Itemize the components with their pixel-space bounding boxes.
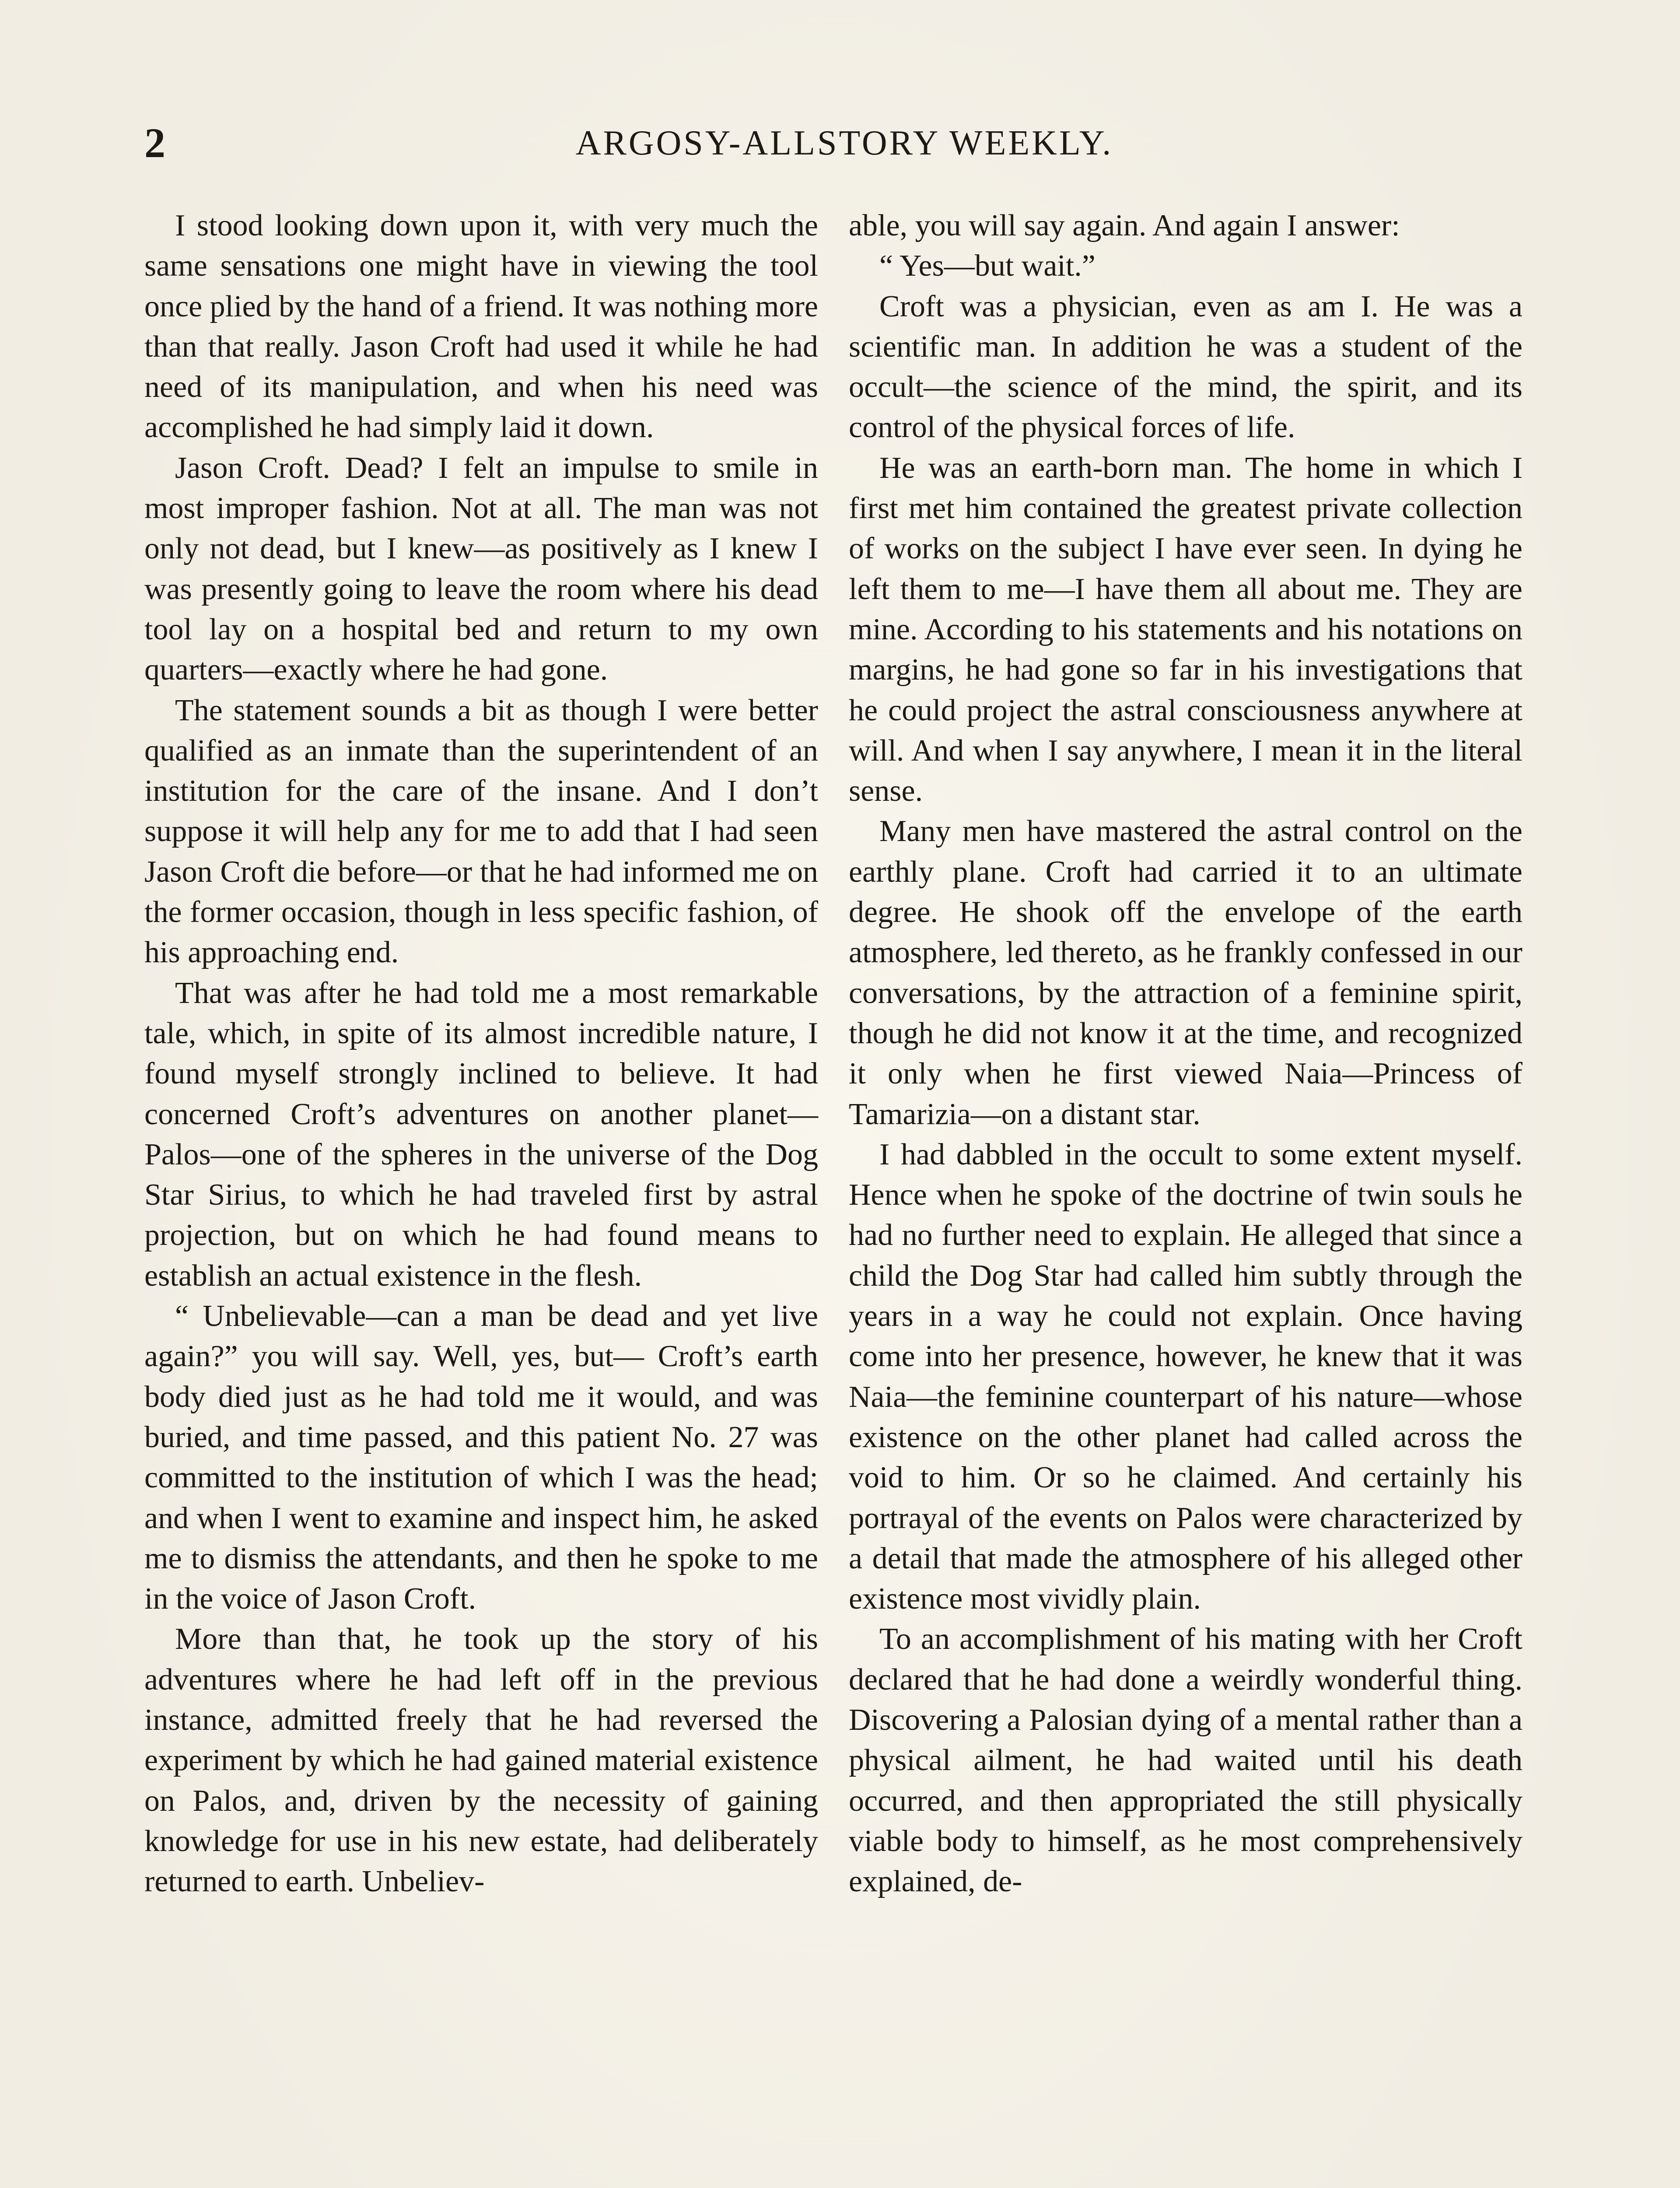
paragraph: I stood looking down upon it, with very much the same sensations one might have in viewing the tool once plied by the hand of a friend. It was nothing more than that really. Jason Croft had used it while he had need of its manipulation, and when his need was accomplished he had simply laid it down.: [144, 209, 818, 445]
paragraph: He was an earth-born man. The home in which I first met him contained the greatest private collection of works on the subject I have ever seen. In dying he left them to me—I have them all about me. They are mine. According to his statements and his notations on margins, he had gone so far in his investigations that he could project the astral consciousness anywhere at will. And when I say anywhere, I mean it in the literal sense.: [849, 451, 1522, 808]
paragraph: To an accomplishment of his mating with her Croft declared that he had done a weirdly wonderful thing. Discovering a Palosian dying of a mental rather than a physical ailment, he had waited until his death occurred, and then appropriated the still physically viable body to himself, as he most comprehensively explained, de-: [849, 1622, 1522, 1899]
paragraph: “ Yes—but wait.”: [879, 249, 1096, 283]
left-column: [144, 206, 818, 1902]
paragraph: Croft was a physician, even as am I. He was a scientific man. In addition he was a student of the occult—the science of the mind, the spirit, and its control of the physical forces of life.: [849, 289, 1522, 445]
paragraph: Jason Croft. Dead? I felt an impulse to smile in most improper fashion. Not at all. The man was not only not dead, but I knew—as positively as I knew I was presently going to leave the room where his dead tool lay on a hospital bed and return to my own quarters—exactly where he had gone.: [144, 451, 818, 687]
running-head: ARGOSY-ALLSTORY WEEKLY.: [575, 124, 1113, 162]
paragraph: I had dabbled in the occult to some extent myself. Hence when he spoke of the doctrine of twin souls he had no further need to explain. He alleged that since a child the Dog Star had called him subtly through the years in a way he could not explain. Once having come into her presence, however, he knew that it was Naia—the feminine counterpart of his nature—whose existence on the other planet had called across the void to him. Or so he claimed. And certainly his portrayal of the events on Palos were characterized by a detail that made the atmosphere of his alleged other existence most vividly plain.: [849, 1137, 1522, 1616]
page-header: [144, 119, 1544, 172]
paragraph: The statement sounds a bit as though I were better qualified as an inmate than the superintendent of an institution for the care of the insane. And I don’t suppose it will help any for me to add that I had seen Jason Croft die before—or that he had informed me on the former occasion, though in less specific fashion, of his approaching end.: [144, 693, 818, 970]
page-number: 2: [144, 119, 165, 166]
paragraph: Many men have mastered the astral control on the earthly plane. Croft had carried it to an ultimate degree. He shook off the envelope of the earth atmosphere, led thereto, as he frankly confessed in our conversations, by the attraction of a feminine spirit, though he did not know it at the time, and recognized it only when he first viewed Naia—Princess of Tamarizia—on a distant star.: [849, 814, 1522, 1131]
paragraph: More than that, he took up the story of his adventures where he had left off in the previous instance, admitted freely that he had reversed the experiment by which he had gained material existence on Palos, and, driven by the necessity of gaining knowledge for use in his new estate, had deliberately returned to earth. Unbeliev-: [144, 1622, 818, 1899]
paragraph-continued: able, you will say again. And again I answer:: [849, 209, 1400, 242]
right-column: [849, 206, 1522, 1902]
paragraph: That was after he had told me a most remarkable tale, which, in spite of its almost incredible nature, I found myself strongly inclined to believe. It had concerned Croft’s adventures on another planet—Palos—one of the spheres in the universe of the Dog Star Sirius, to which he had traveled first by astral projection, but on which he had found means to establish an actual existence in the flesh.: [144, 976, 818, 1293]
paragraph: “ Unbelievable—can a man be dead and yet live again?” you will say. Well, yes, but— Croft’s earth body died just as he had told me it would, and was buried, and time passed, and this patient No. 27 was committed to the institution of which I was the head; and when I went to examine and inspect him, he asked me to dismiss the attendants, and then he spoke to me in the voice of Jason Croft.: [144, 1299, 818, 1616]
